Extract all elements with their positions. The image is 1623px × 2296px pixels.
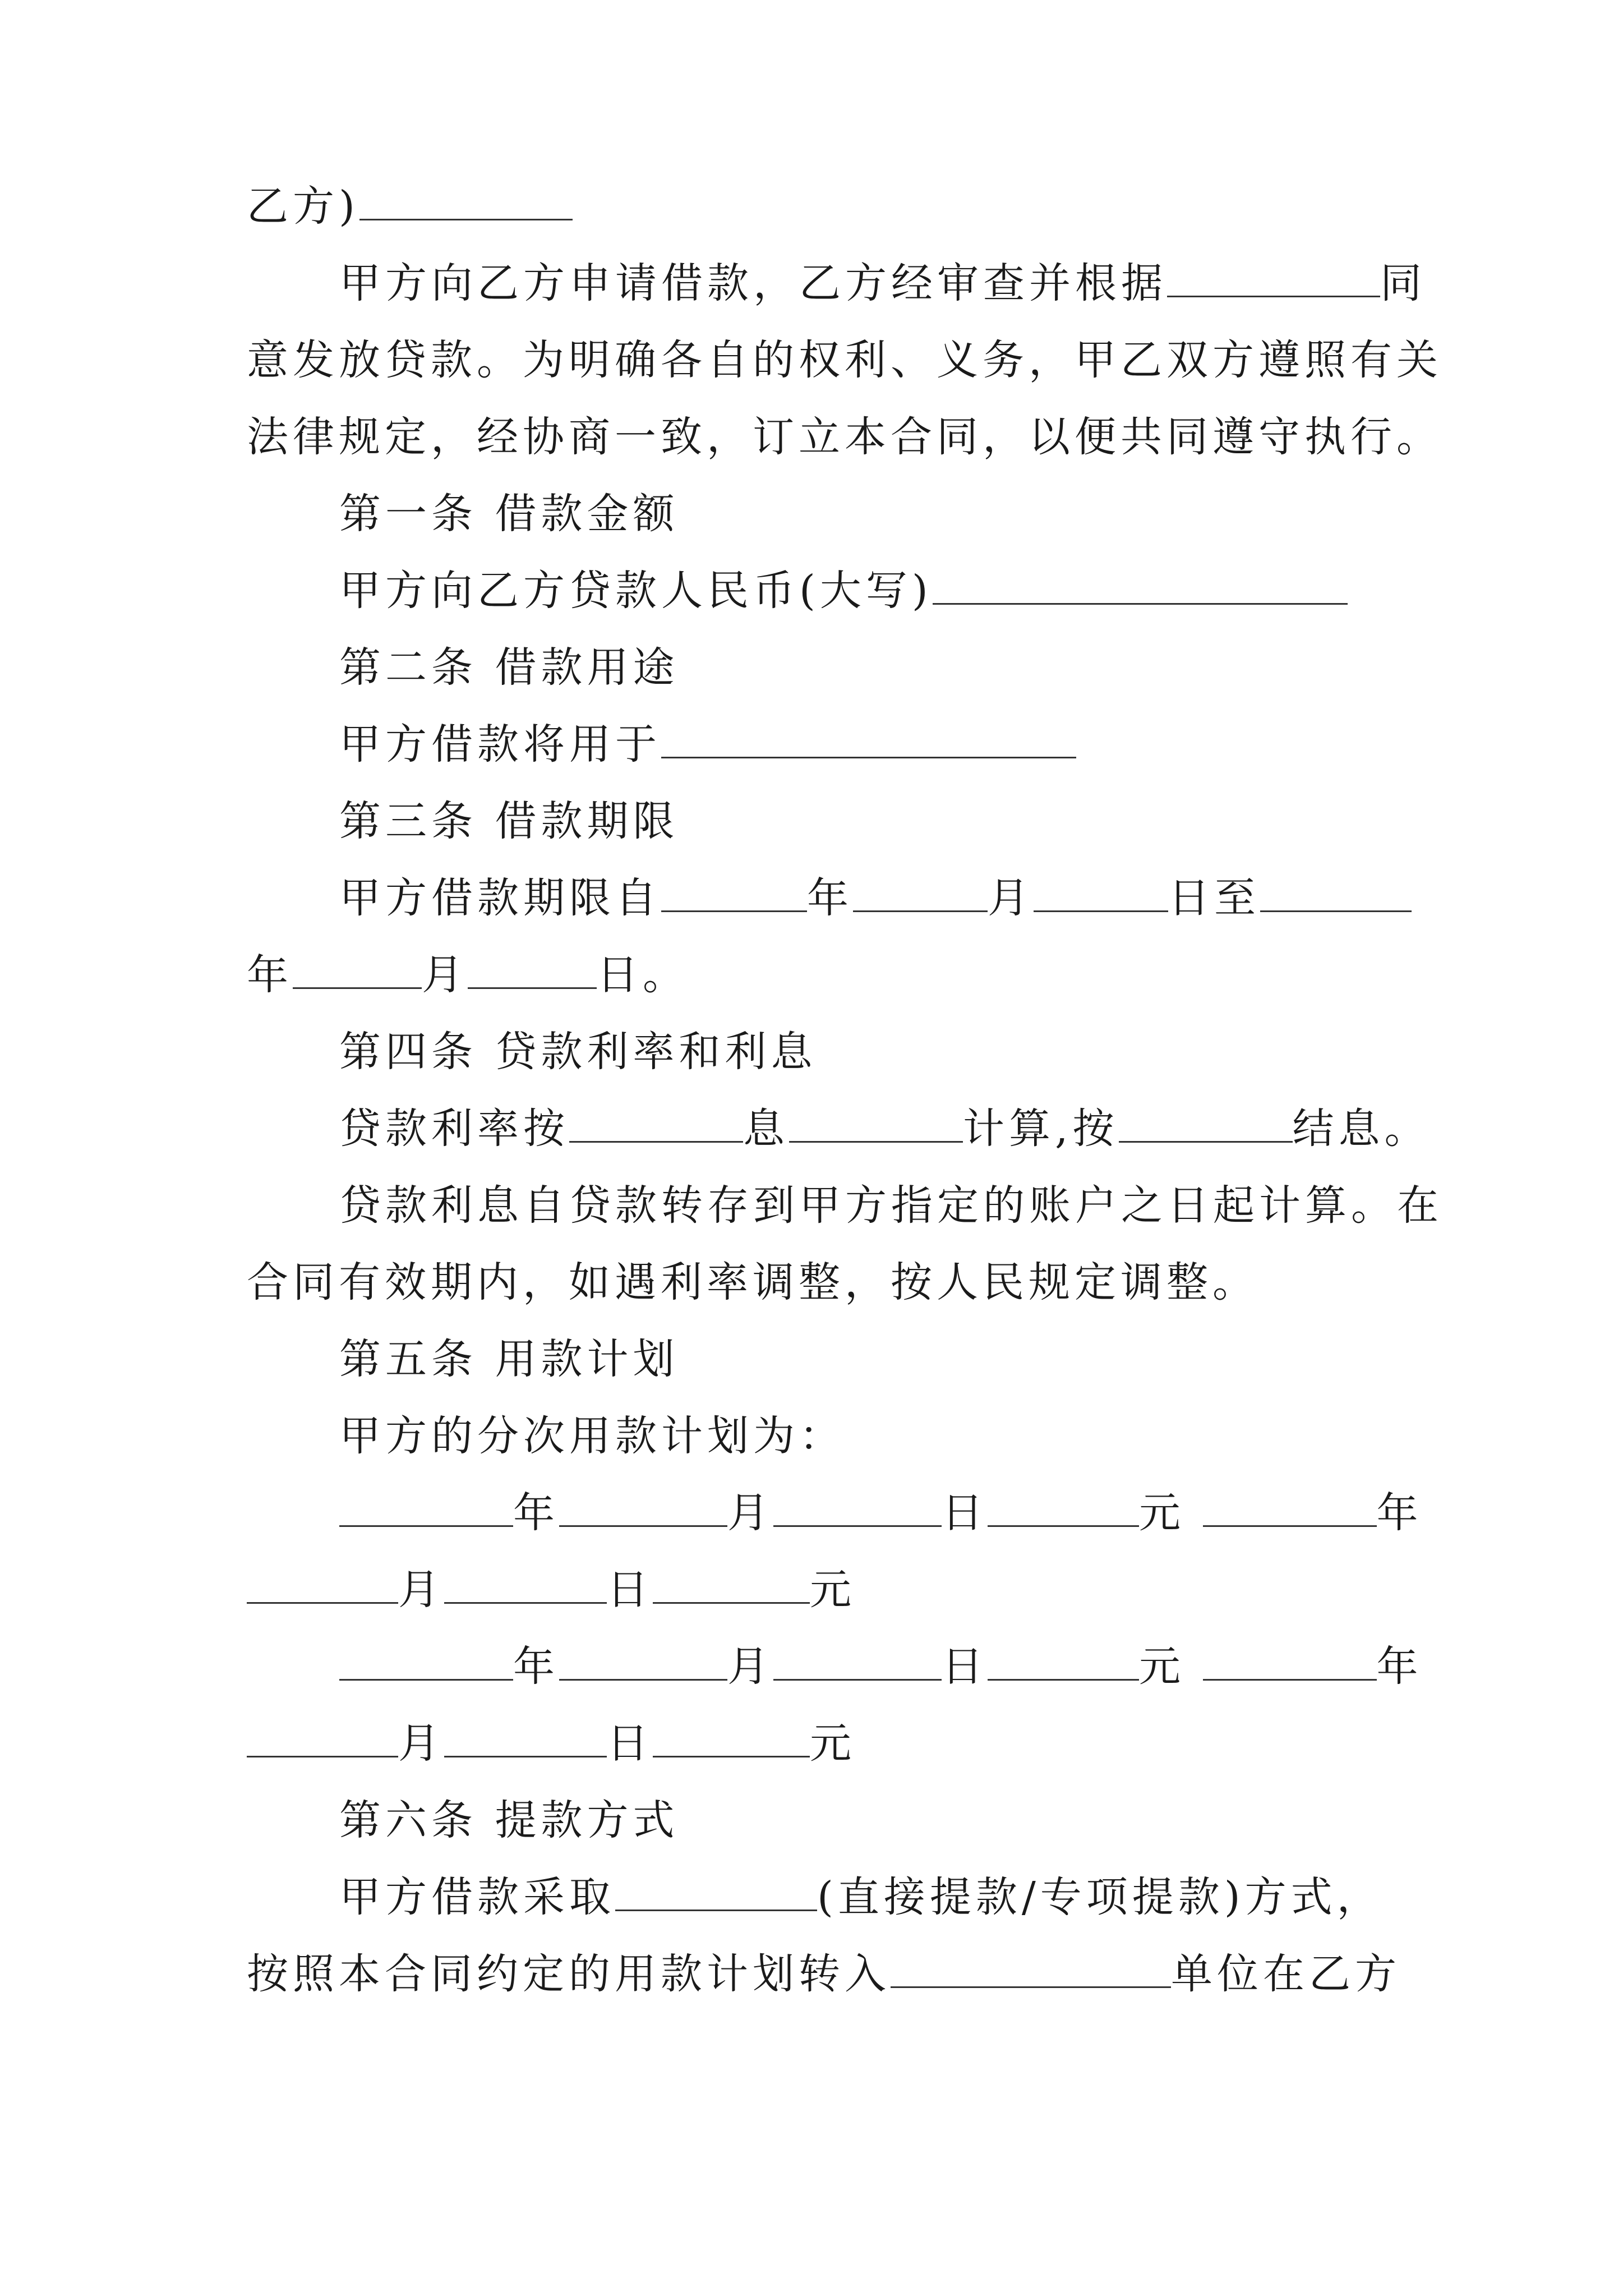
line-text: 乙方) [247, 182, 359, 231]
fill-in-blank[interactable] [1167, 256, 1380, 297]
line-text: 计算,按 [963, 1105, 1119, 1153]
line-text: 元 [1139, 1642, 1203, 1691]
line-text: 第五条 用款计划 [339, 1335, 679, 1383]
document-line [247, 167, 1391, 246]
document-line [247, 1550, 1391, 1629]
line-text: 第三条 借款期限 [339, 797, 679, 845]
line-text: 贷款利息自贷款转存到甲方指定的账户之日起计算。在 [339, 1181, 1443, 1230]
line-text: 月 [398, 1719, 444, 1768]
fill-in-blank[interactable] [773, 1486, 942, 1527]
line-text: 月 [422, 951, 468, 999]
document-line [247, 1243, 1391, 1322]
fill-in-blank[interactable] [468, 948, 597, 989]
fill-in-blank[interactable] [653, 1717, 810, 1757]
fill-in-blank[interactable] [1119, 1102, 1293, 1143]
document-line [339, 551, 1391, 630]
line-text: 甲方借款将用于 [339, 720, 661, 769]
line-text: 月 [727, 1642, 773, 1691]
fill-in-blank[interactable] [444, 1563, 607, 1604]
line-text: 第六条 提款方式 [339, 1796, 679, 1844]
line-text: 意发放贷款。为明确各自的权利、义务，甲乙双方遵照有关 [247, 336, 1442, 384]
document-line [339, 1781, 1391, 1860]
document-line [339, 782, 1391, 861]
document-line [339, 1013, 1391, 1091]
fill-in-blank[interactable] [653, 1563, 810, 1604]
line-text: 年 [247, 951, 293, 999]
fill-in-blank[interactable] [559, 1640, 727, 1681]
fill-in-blank[interactable] [789, 1102, 963, 1143]
document-line [247, 1704, 1391, 1783]
line-text: 日 [607, 1566, 653, 1614]
fill-in-blank[interactable] [339, 1640, 513, 1681]
document-line [339, 1166, 1443, 1245]
fill-in-blank[interactable] [1203, 1640, 1377, 1681]
line-text: 年 [807, 874, 853, 922]
fill-in-blank[interactable] [293, 948, 422, 989]
fill-in-blank[interactable] [559, 1486, 727, 1527]
line-text: 年 [1376, 1489, 1423, 1537]
fill-in-blank[interactable] [247, 1717, 398, 1757]
document-line [247, 936, 1391, 1014]
line-text: 息 [743, 1105, 789, 1153]
document-line [247, 398, 1442, 476]
document-line [339, 1474, 1423, 1552]
fill-in-blank[interactable] [988, 1640, 1139, 1681]
line-text: (直接提款/专项提款)方式， [817, 1873, 1383, 1921]
fill-in-blank[interactable] [933, 564, 1348, 605]
line-text: 日 [942, 1642, 988, 1691]
fill-in-blank[interactable] [661, 871, 807, 912]
document-line [339, 1627, 1423, 1706]
line-text: 年 [1376, 1642, 1423, 1691]
document-line [339, 475, 1391, 553]
document-line [339, 705, 1391, 784]
fill-in-blank[interactable] [661, 717, 1076, 758]
document-line [339, 244, 1426, 323]
document-line [247, 1935, 1401, 2013]
document-line [339, 1397, 1391, 1475]
fill-in-blank[interactable] [1203, 1486, 1377, 1527]
line-text: 日至 [1168, 874, 1260, 922]
fill-in-blank[interactable] [1260, 871, 1412, 912]
line-text: 日 [607, 1719, 653, 1768]
line-text: 元 [810, 1566, 856, 1614]
fill-in-blank[interactable] [853, 871, 988, 912]
line-text: 元 [810, 1719, 856, 1768]
line-text: 第二条 借款用途 [339, 643, 679, 692]
fill-in-blank[interactable] [339, 1486, 513, 1527]
line-text: 年 [513, 1489, 559, 1537]
line-text: 同 [1380, 259, 1426, 307]
fill-in-blank[interactable] [247, 1563, 398, 1604]
fill-in-blank[interactable] [988, 1486, 1139, 1527]
line-text: 日。 [597, 951, 689, 999]
line-text: 元 [1139, 1489, 1203, 1537]
line-text: 法律规定，经协商一致，订立本合同，以便共同遵守执行。 [247, 413, 1442, 461]
fill-in-blank[interactable] [569, 1102, 743, 1143]
document-line [339, 1858, 1391, 1936]
line-text: 单位在乙方 [1171, 1950, 1401, 1998]
fill-in-blank[interactable] [1034, 871, 1168, 912]
line-text: 按照本合同约定的用款计划转入 [247, 1950, 891, 1998]
line-text: 年 [513, 1642, 559, 1691]
fill-in-blank[interactable] [359, 180, 573, 220]
document-line [339, 628, 1391, 707]
line-text: 贷款利率按 [339, 1105, 569, 1153]
line-text: 甲方向乙方贷款人民币(大写) [339, 567, 933, 615]
line-text: 月 [727, 1489, 773, 1537]
document-line [339, 859, 1391, 937]
line-text: 结息。 [1292, 1105, 1431, 1153]
line-text: 甲方借款期限自 [339, 874, 661, 922]
line-text: 甲方借款采取 [339, 1873, 615, 1921]
fill-in-blank[interactable] [615, 1870, 817, 1911]
line-text: 合同有效期内，如遇利率调整，按人民规定调整。 [247, 1258, 1258, 1306]
document-line [339, 1320, 1391, 1398]
fill-in-blank[interactable] [891, 1947, 1171, 1988]
line-text: 第一条 借款金额 [339, 490, 679, 538]
line-text: 月 [988, 874, 1034, 922]
line-text: 甲方向乙方申请借款，乙方经审查并根据 [339, 259, 1167, 307]
fill-in-blank[interactable] [773, 1640, 942, 1681]
line-text: 日 [942, 1489, 988, 1537]
fill-in-blank[interactable] [444, 1717, 607, 1757]
line-text: 甲方的分次用款计划为： [339, 1412, 845, 1460]
line-text: 第四条 贷款利率和利息 [339, 1028, 817, 1076]
document-line [339, 1089, 1431, 1168]
document-line [247, 321, 1442, 399]
line-text: 月 [398, 1566, 444, 1614]
